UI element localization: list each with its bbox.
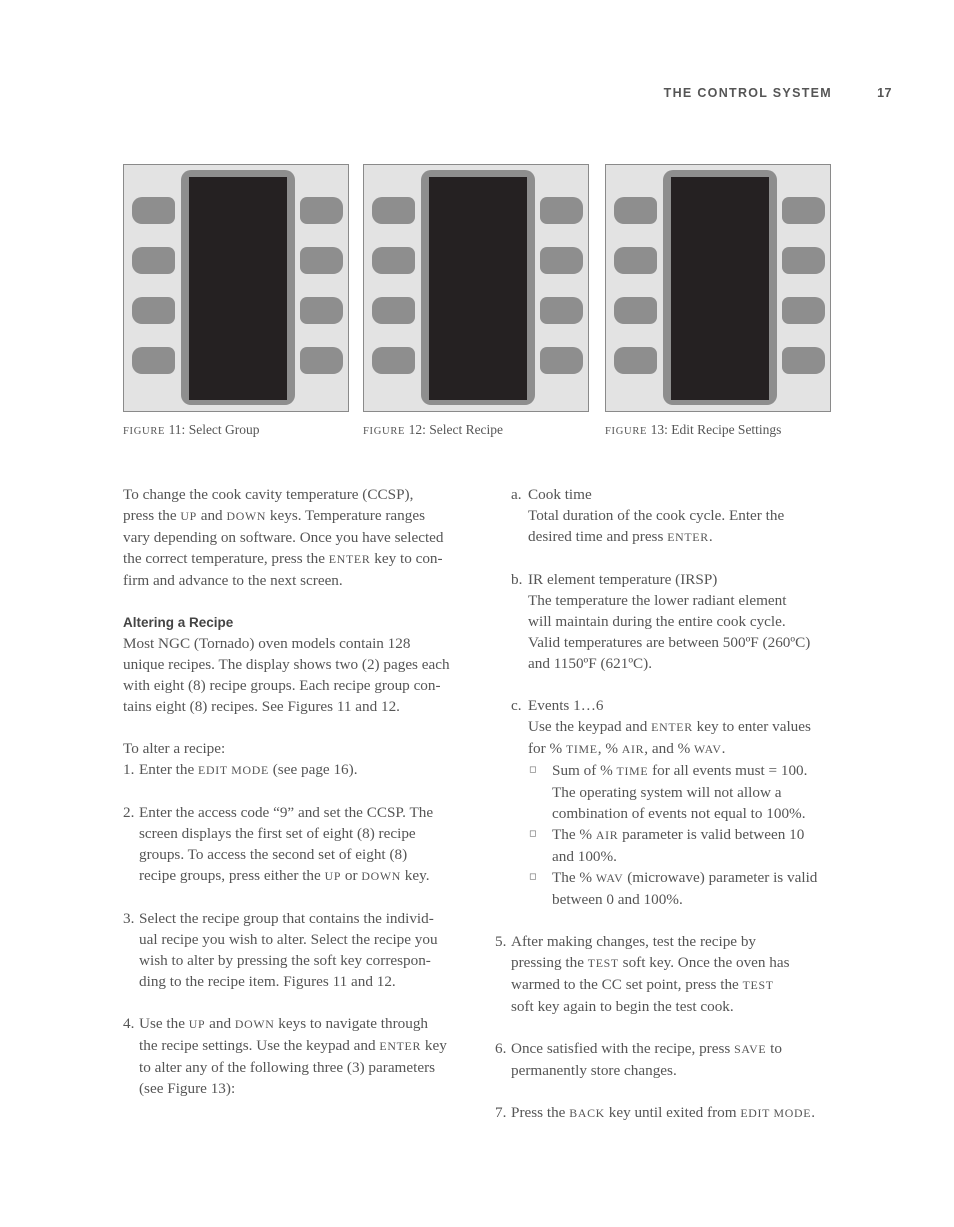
soft-key	[372, 347, 415, 374]
soft-key	[782, 247, 825, 274]
soft-key	[300, 347, 343, 374]
soft-key	[132, 197, 175, 224]
figure-11-control-panel	[123, 164, 349, 412]
soft-key	[540, 197, 583, 224]
left-column	[123, 484, 488, 1099]
soft-key	[614, 247, 657, 274]
soft-key	[782, 197, 825, 224]
section-heading: Altering a Recipe	[123, 615, 234, 630]
soft-key	[372, 197, 415, 224]
soft-key	[132, 347, 175, 374]
soft-key	[372, 297, 415, 324]
soft-key	[300, 247, 343, 274]
step-4: 4. Use the UP and DOWN keys to navigate through the recipe settings. Use the keypad and ENTER key to alter any of the following three (3) parameters (see Figure 13):	[123, 1015, 447, 1097]
param-ir-temperature: b. IR element temperature (IRSP) The temperature the lower radiant element will maintain during the entire cook cycle. Valid temperatures are between 500ºF (260ºC) and 1150ºF (621ºC).	[511, 571, 811, 672]
soft-key	[540, 247, 583, 274]
soft-key	[372, 247, 415, 274]
step-7: 7. Press the BACK key until exited from EDIT MODE.	[495, 1104, 816, 1121]
figure-11-caption: FIGURE 11: Select Group	[123, 422, 260, 437]
step-1: 1. Enter the EDIT MODE (see page 16).	[123, 761, 358, 778]
figure-12-control-panel	[363, 164, 589, 412]
soft-key	[300, 197, 343, 224]
intro-paragraph: To change the cook cavity temperature (CCSP), press the UP and DOWN keys. Temperature ranges vary depending on software. Once you have selected the correct temperature, press the ENTER key to con- firm and advance to the next screen.	[123, 486, 444, 589]
page-header	[600, 86, 894, 106]
step-3: 3. Select the recipe group that contains the individ- ual recipe you wish to alter. Select the recipe you wish to alter by pressing the soft key correspon- ding to the recipe item. Figures 11 and 12.	[123, 910, 438, 990]
alter-intro: To alter a recipe:	[123, 740, 226, 757]
page-number: 17	[877, 86, 892, 100]
soft-key	[540, 347, 583, 374]
square-bullet-icon: ◻	[529, 872, 537, 882]
soft-key	[132, 297, 175, 324]
display-screen	[189, 177, 287, 400]
display-bezel	[421, 170, 535, 405]
running-title: THE CONTROL SYSTEM	[663, 86, 832, 100]
display-screen	[429, 177, 527, 400]
right-column	[495, 484, 855, 1124]
display-bezel	[663, 170, 777, 405]
bullet-wav: ◻ The % WAV (microwave) parameter is valid between 0 and 100%.	[529, 869, 818, 908]
figure-12-caption: FIGURE 12: Select Recipe	[363, 422, 504, 437]
figure-13-control-panel	[605, 164, 831, 412]
display-bezel	[181, 170, 295, 405]
step-2: 2. Enter the access code “9” and set the CCSP. The screen displays the first set of eight (8) recipe groups. To access the second set of eight (8) recipe groups, press either the UP or DOWN key.	[123, 804, 434, 884]
soft-key	[782, 297, 825, 324]
figure-13-caption: FIGURE 13: Edit Recipe Settings	[605, 422, 782, 437]
display-screen	[671, 177, 769, 400]
soft-key	[782, 347, 825, 374]
recipe-paragraph: Most NGC (Tornado) oven models contain 128 unique recipes. The display shows two (2) pages each with eight (8) recipe groups. Each recipe group con- tains eight (8) recipes. See Figures 11 and 12.	[123, 635, 450, 715]
step-6: 6. Once satisfied with the recipe, press SAVE to permanently store changes.	[495, 1040, 782, 1079]
soft-key	[300, 297, 343, 324]
square-bullet-icon: ◻	[529, 765, 537, 775]
param-events: c. Events 1…6 Use the keypad and ENTER key to enter values for % TIME, % AIR, and % WAV. ◻ Sum of % TIME for all events must = 100. The operating system will not allow a combination of events not equal to 100%. ◻ The % AIR parameter is valid between 10 and 100%. ◻ The % WAV (microwave) parameter is valid between 0 and 100%.	[511, 697, 818, 908]
bullet-air: ◻ The % AIR parameter is valid between 10 and 100%.	[529, 826, 805, 865]
soft-key	[614, 197, 657, 224]
step-5: 5. After making changes, test the recipe by pressing the TEST soft key. Once the oven has warmed to the CC set point, press the TEST soft key again to begin the test cook.	[495, 933, 790, 1015]
bullet-time: ◻ Sum of % TIME for all events must = 100. The operating system will not allow a combination of events not equal to 100%.	[529, 762, 808, 822]
soft-key	[614, 297, 657, 324]
soft-key	[614, 347, 657, 374]
soft-key	[132, 247, 175, 274]
param-cook-time: a. Cook time Total duration of the cook cycle. Enter the desired time and press ENTER.	[511, 486, 785, 545]
soft-key	[540, 297, 583, 324]
square-bullet-icon: ◻	[529, 829, 537, 839]
